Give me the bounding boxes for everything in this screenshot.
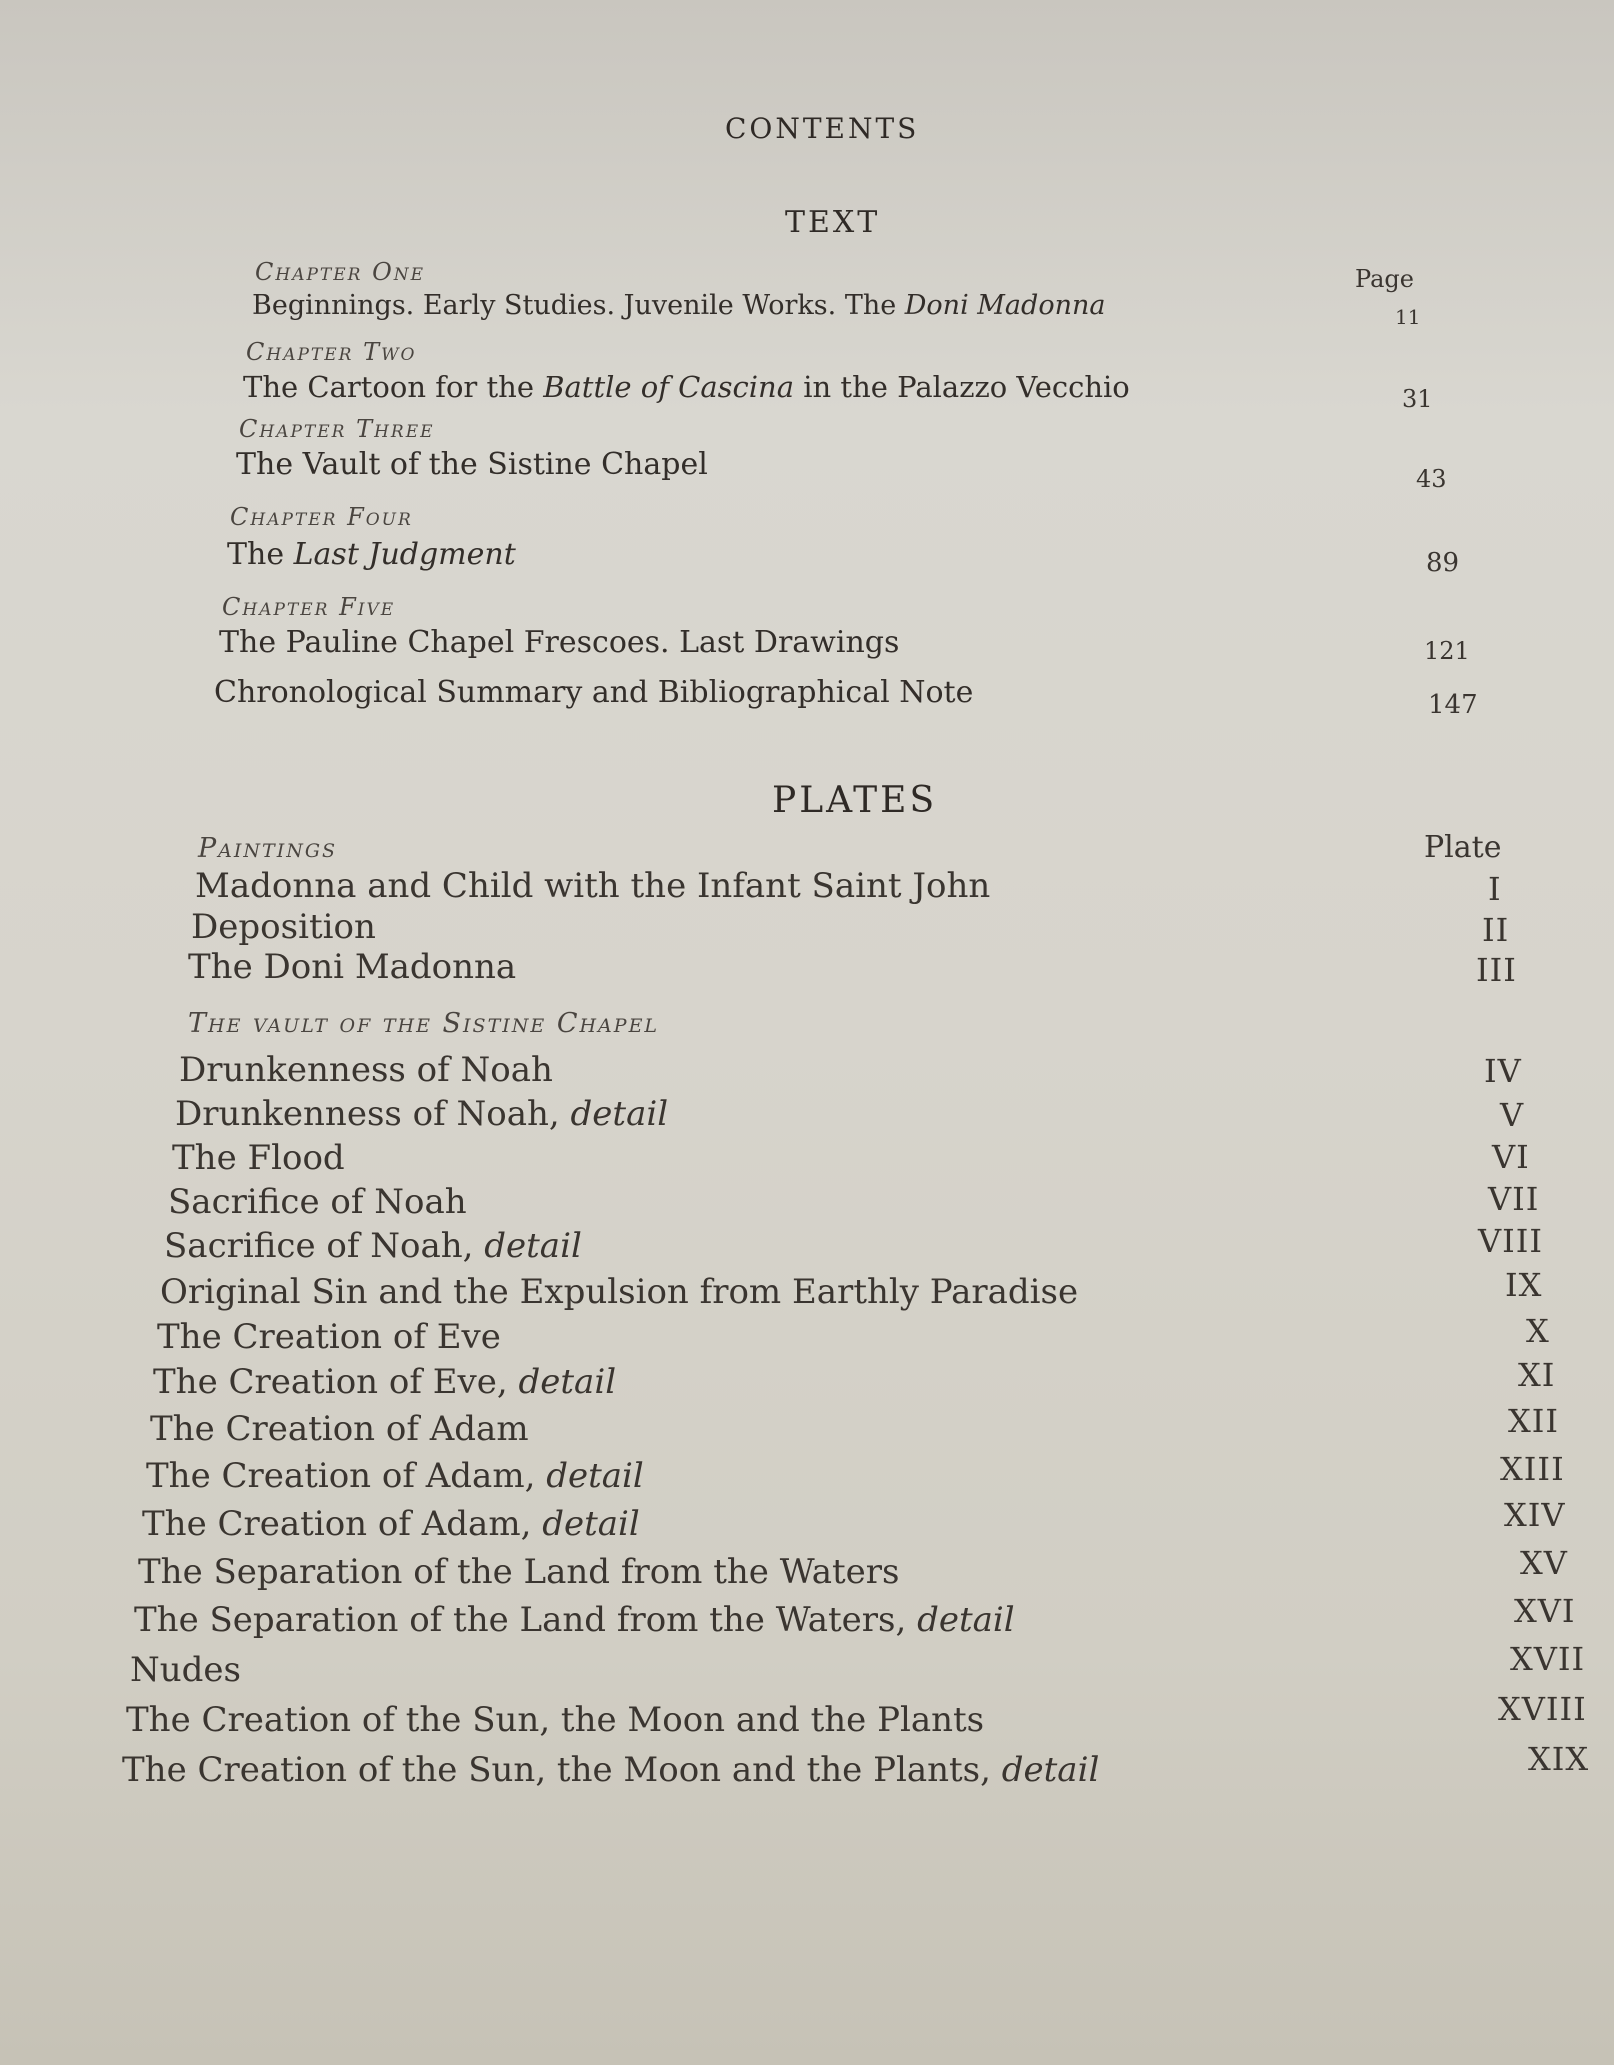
plate-number: XVII	[1510, 1640, 1586, 1678]
plate-title: Madonna and Child with the Infant Saint John	[195, 866, 991, 906]
plate-title: Drunkenness of Noah	[179, 1050, 553, 1090]
plate-title: The Creation of the Sun, the Moon and the Plants, detail	[122, 1750, 1100, 1790]
text-heading: TEXT	[785, 205, 881, 240]
vault-section-label: The vault of the Sistine Chapel	[188, 1008, 660, 1039]
plate-title: Original Sin and the Expulsion from Earthly Paradise	[160, 1272, 1079, 1312]
plate-number: VI	[1492, 1138, 1530, 1176]
paintings-label: Paintings	[198, 833, 338, 864]
plate-number: XV	[1520, 1544, 1568, 1582]
plate-column-label: Plate	[1424, 830, 1502, 865]
plate-title: The Flood	[172, 1138, 345, 1178]
plate-number: X	[1526, 1312, 1550, 1350]
plate-title: The Creation of Adam	[150, 1409, 529, 1449]
plate-title: The Creation of Eve, detail	[153, 1362, 617, 1402]
plate-number: VII	[1488, 1180, 1540, 1218]
summary-title: Chronological Summary and Bibliographical Note	[214, 675, 974, 710]
page-column-label: Page	[1355, 265, 1414, 293]
plate-number: IV	[1484, 1052, 1522, 1090]
chapter-title: The Cartoon for the Battle of Cascina in the Palazzo Vecchio	[243, 370, 1130, 404]
plate-title: The Creation of Adam, detail	[146, 1456, 644, 1496]
plate-number: I	[1488, 870, 1502, 908]
chapter-label: Chapter Two	[246, 338, 417, 366]
plate-number: XVIII	[1498, 1690, 1587, 1728]
plate-title: The Doni Madonna	[188, 947, 517, 987]
chapter-page: 89	[1426, 548, 1460, 578]
plate-title: The Separation of the Land from the Waters	[138, 1552, 900, 1592]
plate-number: II	[1482, 911, 1510, 949]
chapter-title: The Last Judgment	[227, 537, 516, 572]
chapter-page: 31	[1402, 385, 1433, 413]
plate-number: XVI	[1514, 1592, 1576, 1630]
plate-number: XIX	[1528, 1740, 1590, 1778]
chapter-label: Chapter Four	[230, 503, 413, 531]
plate-title: Nudes	[130, 1650, 241, 1690]
plates-heading: PLATES	[772, 780, 938, 821]
plate-title: The Separation of the Land from the Waters, detail	[134, 1600, 1015, 1640]
contents-heading: CONTENTS	[725, 112, 920, 145]
plate-title: Sacrifice of Noah	[168, 1182, 467, 1222]
chapter-title: The Vault of the Sistine Chapel	[236, 447, 708, 482]
plate-title: Deposition	[191, 907, 376, 947]
chapter-title: Beginnings. Early Studies. Juvenile Works. The Doni Madonna	[252, 290, 1106, 321]
plate-number: VIII	[1478, 1222, 1544, 1260]
plate-title: Sacrifice of Noah, detail	[164, 1226, 582, 1266]
plate-number: XI	[1518, 1356, 1556, 1394]
chapter-page: 11	[1395, 305, 1421, 329]
plate-number: XIV	[1504, 1496, 1566, 1534]
plate-title: Drunkenness of Noah, detail	[175, 1094, 669, 1134]
plate-title: The Creation of Adam, detail	[142, 1504, 640, 1544]
plate-title: The Creation of the Sun, the Moon and the Plants	[126, 1700, 985, 1740]
plate-number: IX	[1505, 1266, 1543, 1304]
chapter-label: Chapter Three	[239, 415, 435, 443]
summary-page: 147	[1428, 690, 1478, 720]
chapter-label: Chapter Five	[222, 593, 396, 621]
plate-number: V	[1500, 1096, 1525, 1134]
plate-number: XII	[1508, 1402, 1560, 1440]
plate-number: XIII	[1500, 1450, 1565, 1488]
chapter-page: 43	[1416, 465, 1447, 493]
plate-number: III	[1476, 951, 1517, 989]
chapter-title: The Pauline Chapel Frescoes. Last Drawings	[219, 625, 900, 660]
chapter-page: 121	[1424, 637, 1470, 665]
plate-title: The Creation of Eve	[157, 1317, 501, 1357]
chapter-label: Chapter One	[255, 258, 426, 286]
